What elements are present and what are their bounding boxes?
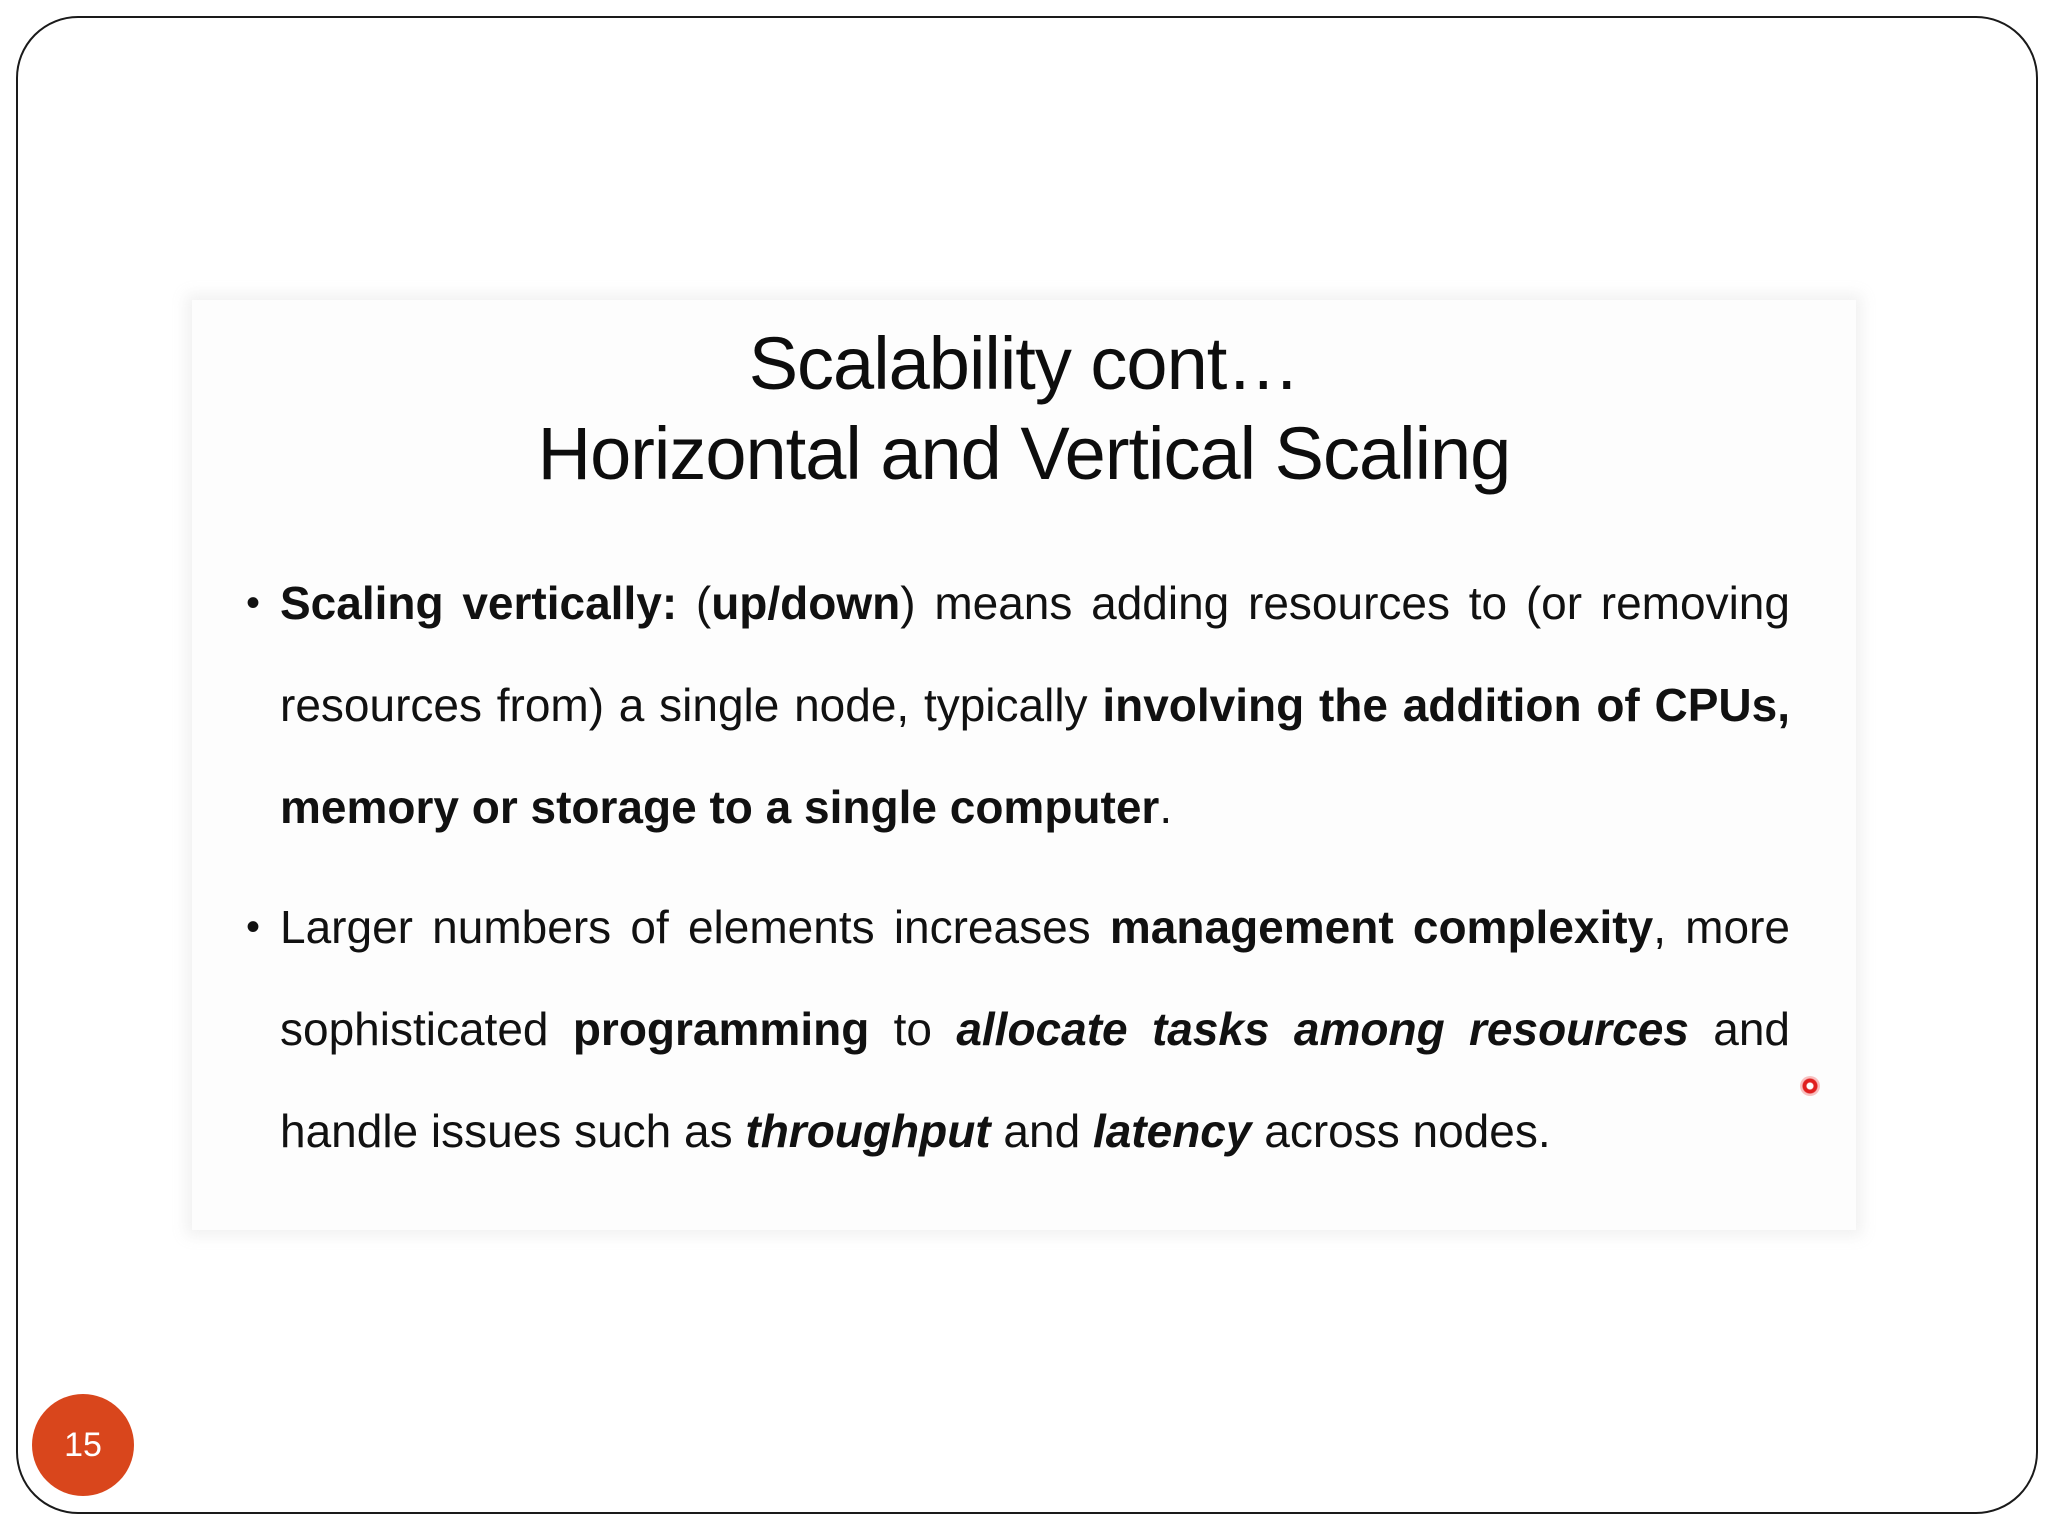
page-number-badge: 15	[32, 1394, 134, 1496]
slide-title-line-2: Horizontal and Vertical Scaling	[537, 412, 1511, 495]
bullet-text-segment: throughput	[745, 1105, 991, 1157]
bullet-text-segment: to	[869, 1003, 957, 1055]
bullet-text-segment: and	[990, 1105, 1093, 1157]
bullet-text-segment: allocate tasks among resources	[956, 1003, 1689, 1055]
bullet-text-segment: up/down	[711, 577, 901, 629]
bullet-item-vertical-scaling	[246, 552, 1790, 858]
bullet-text-segment: management complexity	[1109, 901, 1654, 953]
slide-title-line-1: Scalability cont…	[748, 322, 1300, 405]
bullet-text-segment: latency	[1092, 1105, 1252, 1157]
bullet-text-segment: and handle issues such as	[280, 1003, 1791, 1157]
bullet-text-segment: ) means adding resources to (or removing resources from) a single node, typically	[280, 577, 1790, 731]
bullet-dot-icon: •	[246, 581, 261, 625]
bullet-text-segment: , more sophisticated	[280, 901, 1790, 1055]
laser-pointer-icon	[1800, 1076, 1820, 1096]
bullet-text-segment: involving the addition of CPUs, memory or storage to a single computer	[280, 679, 1790, 833]
bullet-item-complexity	[246, 876, 1791, 1182]
bullet-text-segment: programming	[572, 1003, 870, 1055]
bullet-text-segment: Larger numbers of elements increases	[280, 901, 1110, 953]
bullet-dot-icon: •	[246, 905, 261, 949]
bullet-text-segment: (	[677, 577, 712, 629]
bullet-text-segment: Scaling vertically:	[280, 577, 678, 629]
bullet-text-segment: .	[1159, 781, 1173, 833]
bullet-text-segment: across nodes.	[1251, 1105, 1551, 1157]
